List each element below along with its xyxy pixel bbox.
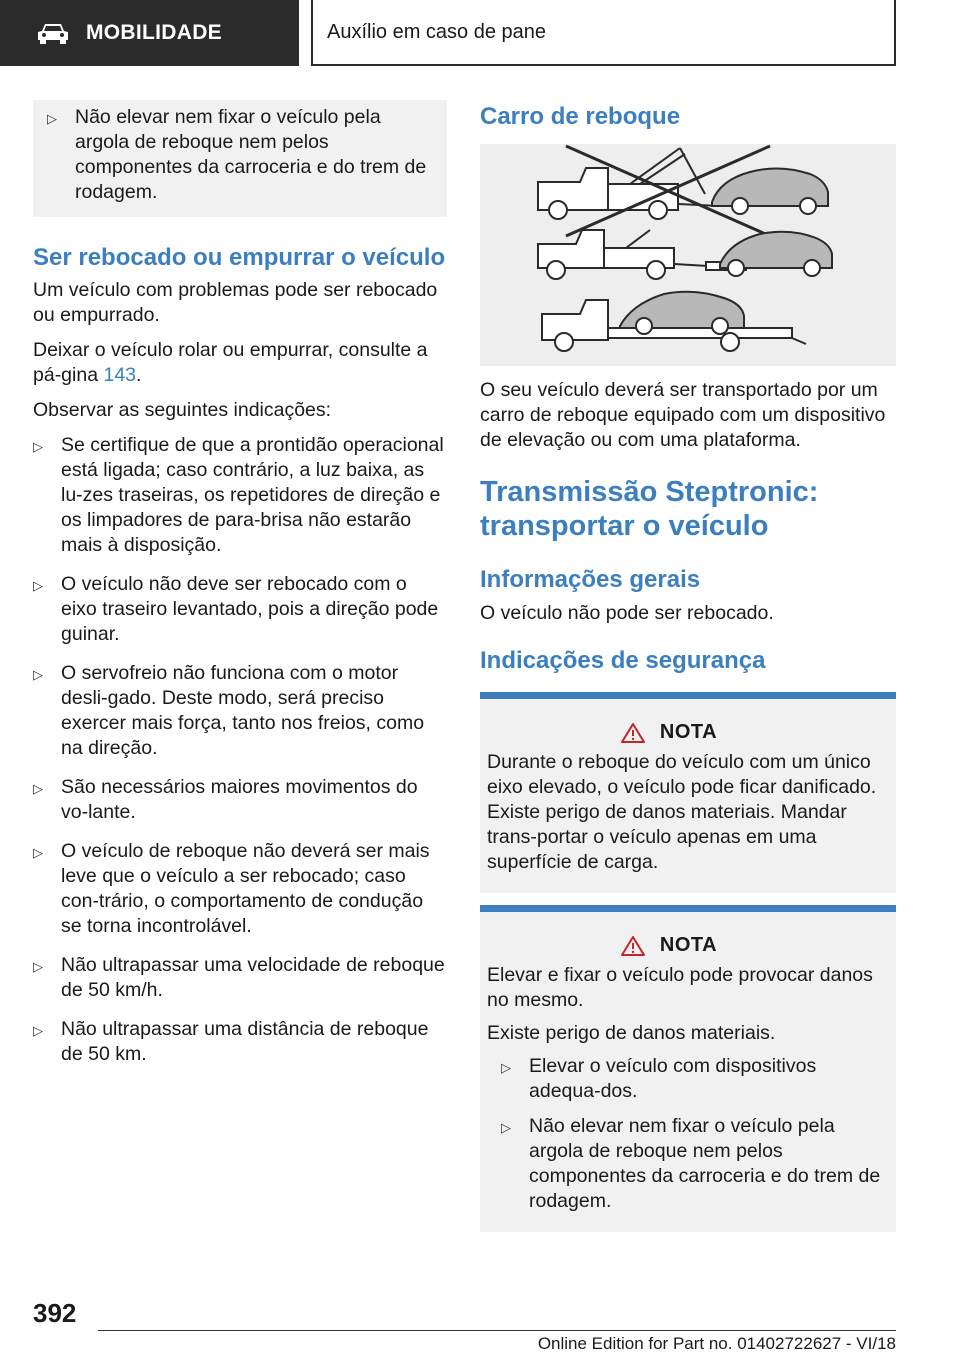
section-title-box — [311, 0, 896, 66]
list-item: ▷ São necessários maiores movimentos do vo-lante. — [33, 776, 418, 823]
footer-divider — [98, 1330, 896, 1331]
bullet-triangle-icon: ▷ — [33, 667, 43, 682]
bullet-triangle-icon: ▷ — [47, 111, 57, 126]
note-box-1 — [480, 692, 896, 893]
bullet-triangle-icon: ▷ — [33, 1023, 43, 1038]
paragraph-with-link: Deixar o veículo rolar ou empurrar, consulte a pá-gina 143. — [33, 339, 428, 386]
page-number: 392 — [33, 1298, 77, 1328]
bullet-triangle-icon: ▷ — [33, 959, 43, 974]
note-title: NOTA — [659, 934, 718, 956]
list-item: ▷ Elevar o veículo com dispositivos adequa-dos. — [501, 1055, 817, 1102]
tow-truck-illustration — [480, 144, 896, 366]
warning-triangle-icon — [620, 722, 646, 744]
bullet-triangle-icon: ▷ — [33, 578, 43, 593]
indications-list — [33, 433, 447, 1067]
list-item: ▷ O veículo não deve ser rebocado com o eixo traseiro levantado, pois a direção pode guinar. — [33, 573, 439, 645]
list-item: ▷ O servofreio não funciona com o motor desli-gado. Deste modo, será preciso exercer mais força, tanto nos freios, como na direção. — [33, 662, 425, 759]
left-column — [33, 100, 447, 1081]
chapter-tab[interactable] — [0, 0, 299, 66]
note-header — [487, 934, 890, 957]
continued-note-box — [33, 100, 447, 217]
edition-info: Online Edition for Part no. 01402722627 - VI/18 — [537, 1334, 896, 1353]
section-heading-steptronic: Transmissão Steptronic: transportar o veículo — [480, 476, 819, 542]
section-title: Auxílio em caso de pane — [327, 20, 547, 43]
paragraph: Observar as seguintes indicações: — [33, 399, 332, 421]
paragraph: O seu veículo deverá ser transportado por um carro de reboque equipado com um dispositivo de elevação ou com uma plataforma. — [480, 379, 886, 451]
subheading-general-info: Informações gerais — [480, 566, 701, 593]
note-header — [487, 721, 890, 744]
page-header — [0, 0, 960, 66]
note-text: Durante o reboque do veículo com um único eixo elevado, o veículo pode ficar danificado. Existe perigo de danos materiais. Mandar trans-portar o veículo apenas em uma superfície de carga. — [487, 751, 877, 873]
section-heading-towing: Ser rebocado ou empurrar o veículo — [33, 244, 446, 271]
paragraph: O veículo não pode ser rebocado. — [480, 602, 774, 624]
list-item: ▷ Não elevar nem fixar o veículo pela argola de reboque nem pelos componentes da carroceria e do trem de rodagem. — [501, 1115, 881, 1212]
bullet-triangle-icon: ▷ — [33, 845, 43, 860]
subheading-safety: Indicações de segurança — [480, 647, 766, 674]
warning-triangle-icon — [620, 935, 646, 957]
bullet-triangle-icon: ▷ — [501, 1060, 511, 1075]
list-item: ▷ O veículo de reboque não deverá ser mais leve que o veículo a ser rebocado; caso con-trário, o comportamento de condução se torna incontrolável. — [33, 840, 430, 937]
note-text: Elevar e fixar o veículo pode provocar danos no mesmo. — [487, 964, 873, 1011]
note-box-2 — [480, 905, 896, 1232]
bullet-triangle-icon: ▷ — [33, 781, 43, 796]
page-reference-link[interactable]: 143 — [103, 364, 137, 386]
list-item: ▷ Não elevar nem fixar o veículo pela argola de reboque nem pelos componentes da carroceria e do trem de rodagem. — [47, 106, 427, 203]
chapter-tab-label: MOBILIDADE — [86, 21, 222, 44]
bullet-triangle-icon: ▷ — [501, 1120, 511, 1135]
bullet-triangle-icon: ▷ — [33, 439, 43, 454]
list-item: ▷ Não ultrapassar uma velocidade de reboque de 50 km/h. — [33, 954, 445, 1001]
tow-truck-diagram — [480, 144, 896, 366]
list-item: ▷ Se certifique de que a prontidão operacional está ligada; caso contrário, a luz baixa, as lu-zes traseiras, os repetidores de direção e os limpadores de para-brisa não estarão mais à disposição. — [33, 434, 444, 556]
list-item: ▷ Não ultrapassar uma distância de reboque de 50 km. — [33, 1018, 429, 1065]
right-column — [480, 100, 896, 1232]
section-heading-tow-truck: Carro de reboque — [480, 103, 681, 130]
car-icon — [36, 22, 70, 44]
paragraph: Um veículo com problemas pode ser rebocado ou empurrado. — [33, 279, 438, 326]
note-title: NOTA — [659, 721, 718, 743]
note-text: Existe perigo de danos materiais. — [487, 1022, 776, 1044]
